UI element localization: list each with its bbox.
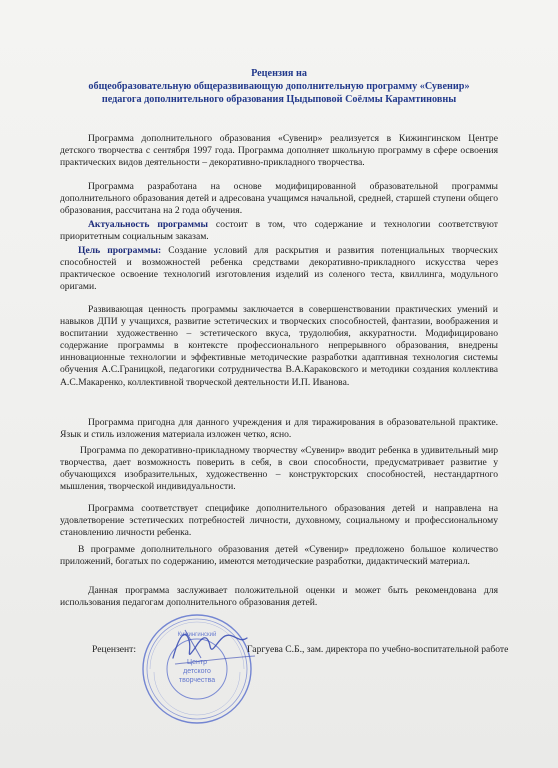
paragraph-relevance — [60, 219, 498, 243]
relevance-text: состоит в том, что содержание и технологии соответствуют приоритетным социальным заказам. — [60, 219, 498, 243]
program-title: общеобразовательную общеразвивающую дополнительную программу «Сувенир» — [88, 81, 470, 92]
reviewer-label: Рецензент: — [92, 644, 137, 655]
paragraph-developed: Программа разработана на основе модифицированной образовательной программы дополнительного образования детей и адресована учащимся начальной, средней, старшей ступени общего образования, рассчитана на 2 года обучения. — [60, 181, 498, 217]
paragraph-goal — [60, 245, 498, 293]
teacher-title: педагога дополнительного образования Цыдыповой Соёлмы Карамтиновны — [101, 94, 457, 105]
review-title: Рецензия на — [251, 68, 307, 79]
paragraph-value: Развивающая ценность программы заключается в совершенствовании практических умений и навыков ДПИ у учащихся, развитие эстетических и творческих способностей, фантазии, воображения и воспитании художественно – эстетического вкуса, трудолюбия, аккуратности. Модифицировано содержание программы в контексте профессионального непрерывного образования, внедрены инновационные технологии и эффективные методические разработки адаптивная технология системы обучения А.С.Границкой, педагогики сотрудничества В.А.Караковского и методики создания коллектива А.С.Макаренко, коллективной творческой деятельности И.П. Иванова. — [60, 304, 498, 388]
paragraph-corresponds: Программа соответствует специфике дополнительного образования детей и направлена на удовлетворение эстетических потребностей личности, духовному, социальному и профессиональному становлению личности ребенка. — [60, 503, 498, 539]
stamp-center-line-3: творчества — [178, 677, 216, 684]
goal-label: Цель программы: — [78, 245, 162, 256]
goal-text: Создание условий для раскрытия и развития потенциальных творческих способностей и возможностей ребенка средствами декоративно-прикладного искусства через практическое освоение технологий изготовления изделий из соленого теста, квиллинга, модульного оригами. — [60, 245, 499, 293]
relevance-label: Актуальность программы — [88, 219, 209, 230]
paragraph-conclusion: Данная программа заслуживает положительной оценки и может быть рекомендована для использования педагогам дополнительного образования детей. — [60, 585, 498, 609]
paragraph-appendices: В программе дополнительного образования детей «Сувенир» предложено большое количество приложений, богатых по содержанию, имеются методические разработки, дидактический материал. — [60, 544, 498, 568]
stamp-center-line-2: детского — [183, 668, 211, 675]
stamp-center-line-1: Центр — [186, 659, 208, 666]
stamp-top-word: Кижингинский — [177, 632, 217, 638]
reviewer-name: Гаргуева С.Б., зам. директора по учебно-воспитательной работе — [247, 644, 509, 655]
paragraph-intro: Программа дополнительного образования «Сувенир» реализуется в Кижингинском Центре детского творчества с сентября 1997 года. Программа дополняет школьную программу в сфере освоения практических видов деятельности – декоративно-прикладного творчества. — [60, 133, 498, 169]
paragraph-introduces: Программа по декоративно-прикладному творчеству «Сувенир» вводит ребенка в удивительный мир творчества, дает возможность поверить в себя, в свои способности, предусматривает развитие у обучающихся изобразительных, художественно – конструкторских способностей, нестандартного мышления, творческой индивидуальности. — [60, 445, 498, 493]
paragraph-suitability: Программа пригодна для данного учреждения и для тиражирования в образовательной практике. Язык и стиль изложения материала изложен четко, ясно. — [60, 417, 498, 441]
